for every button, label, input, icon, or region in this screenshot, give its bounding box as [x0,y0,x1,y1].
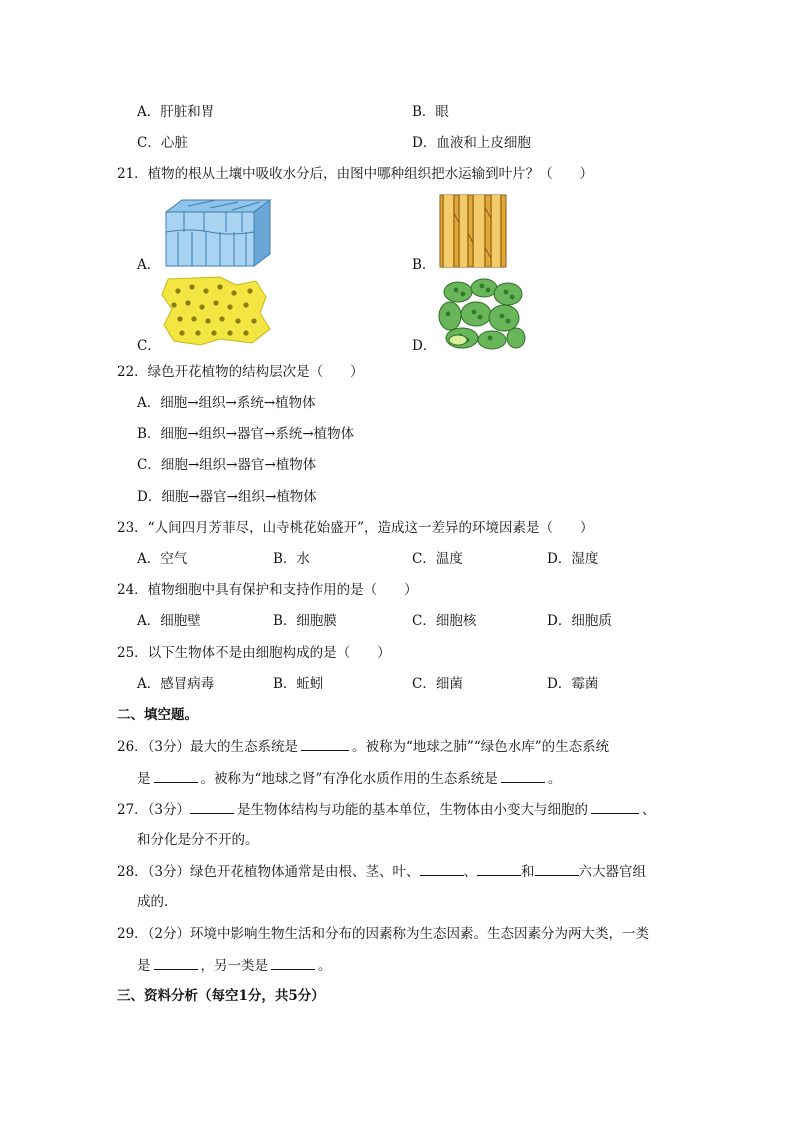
q22-option-d: D．细胞→器官→组织→植物体 [137,489,317,505]
q24-option-a: A．细胞壁 [137,613,201,629]
q25-option-c: C．细菌 [412,676,463,692]
answer-blank[interactable] [271,955,315,970]
conducting-tissue-image [438,193,508,269]
q29-text-3: 。 [318,958,332,974]
q27-text-3: 、 [642,802,656,818]
q25-option-a: A．感冒病毒 [137,676,215,692]
q20-option-d: D．血液和上皮细胞 [412,135,531,151]
answer-blank[interactable] [190,799,234,814]
q27-line1 [117,799,656,820]
q20-option-c: C．心脏 [137,135,188,151]
q21-label-b: B． [412,257,436,273]
q24-stem: 24．植物细胞中具有保护和支持作用的是（ ） [117,582,418,598]
q21-label-d: D． [412,338,437,354]
q25-option-d: D．霉菌 [547,676,599,692]
q27-line2: 和分化是分不开的。 [137,832,259,848]
q23-option-b: B．水 [273,551,310,567]
meristem-tissue-image [160,275,272,347]
q22-option-b: B．细胞→组织→器官→系统→植物体 [137,426,355,442]
q21-label-a: A． [137,257,161,273]
q28-text-4: 六大器官组 [578,864,647,880]
section-data-analysis-heading: 三、资料分析（每空1分，共5分） [117,988,325,1004]
q23-option-d: D．湿度 [547,551,599,567]
q26-line2 [137,768,561,789]
q24-option-b: B．细胞膜 [273,613,337,629]
q26-text-4: 。被称为“地球之肾”有净化水质作用的生态系统是 [200,771,498,787]
nutritive-tissue-image [436,276,526,352]
q21-label-c: C． [137,338,161,354]
q22-stem: 22．绿色开花植物的结构层次是（ ） [117,364,364,380]
q26-text-3: 是 [137,771,151,787]
q26-text-1: 26．（3分）最大的生态系统是 [117,739,299,755]
section-fill-in-heading: 二、填空题。 [117,707,198,723]
answer-blank[interactable] [501,768,545,783]
q28-line2: 成的. [137,894,169,910]
q25-option-b: B．蚯蚓 [273,676,324,692]
q28-line1 [117,861,646,882]
q25-stem: 25．以下生物体不是由细胞构成的是（ ） [117,645,391,661]
q29-line1: 29．（2分）环境中影响生物生活和分布的因素称为生态因素。生态因素分为两大类，一类 [117,926,650,942]
q20-option-a: A．肝脏和胃 [137,104,215,120]
q26-text-5: 。 [547,771,562,787]
protective-tissue-image [160,198,272,268]
q29-line2 [137,955,332,976]
q21-stem: 21．植物的根从土壤中吸收水分后，由图中哪种组织把水运输到叶片？（ ） [117,166,594,182]
q22-option-a: A．细胞→组织→系统→植物体 [137,395,316,411]
q27-text-1: 27．（3分） [117,802,191,818]
q26-line1 [117,736,609,757]
q28-text-3: 和 [521,864,535,880]
answer-blank[interactable] [535,861,579,876]
answer-blank[interactable] [154,768,198,783]
q23-stem: 23．“人间四月芳菲尽，山寺桃花始盛开”，造成这一差异的环境因素是（ ） [117,520,594,536]
answer-blank[interactable] [591,799,639,814]
answer-blank[interactable] [301,736,349,751]
answer-blank[interactable] [154,955,198,970]
q27-text-2: 是生物体结构与功能的基本单位，生物体由小变大与细胞的 [237,802,589,818]
q26-text-2: 。被称为“地球之肺”“绿色水库”的生态系统 [352,739,610,755]
q24-option-d: D．细胞质 [547,613,612,629]
q28-text-1: 28．（3分）绿色开花植物体通常是由根、茎、叶、 [117,864,420,880]
q20-option-b: B．眼 [412,104,449,120]
q24-option-c: C．细胞核 [412,613,477,629]
q22-option-c: C．细胞→组织→器官→植物体 [137,457,317,473]
q28-text-2: 、 [463,864,478,880]
q23-option-c: C．温度 [412,551,463,567]
q29-text-1: 是 [137,958,151,974]
answer-blank[interactable] [420,861,464,876]
q29-text-2: ，另一类是 [200,958,268,974]
q23-option-a: A．空气 [137,551,188,567]
answer-blank[interactable] [477,861,521,876]
